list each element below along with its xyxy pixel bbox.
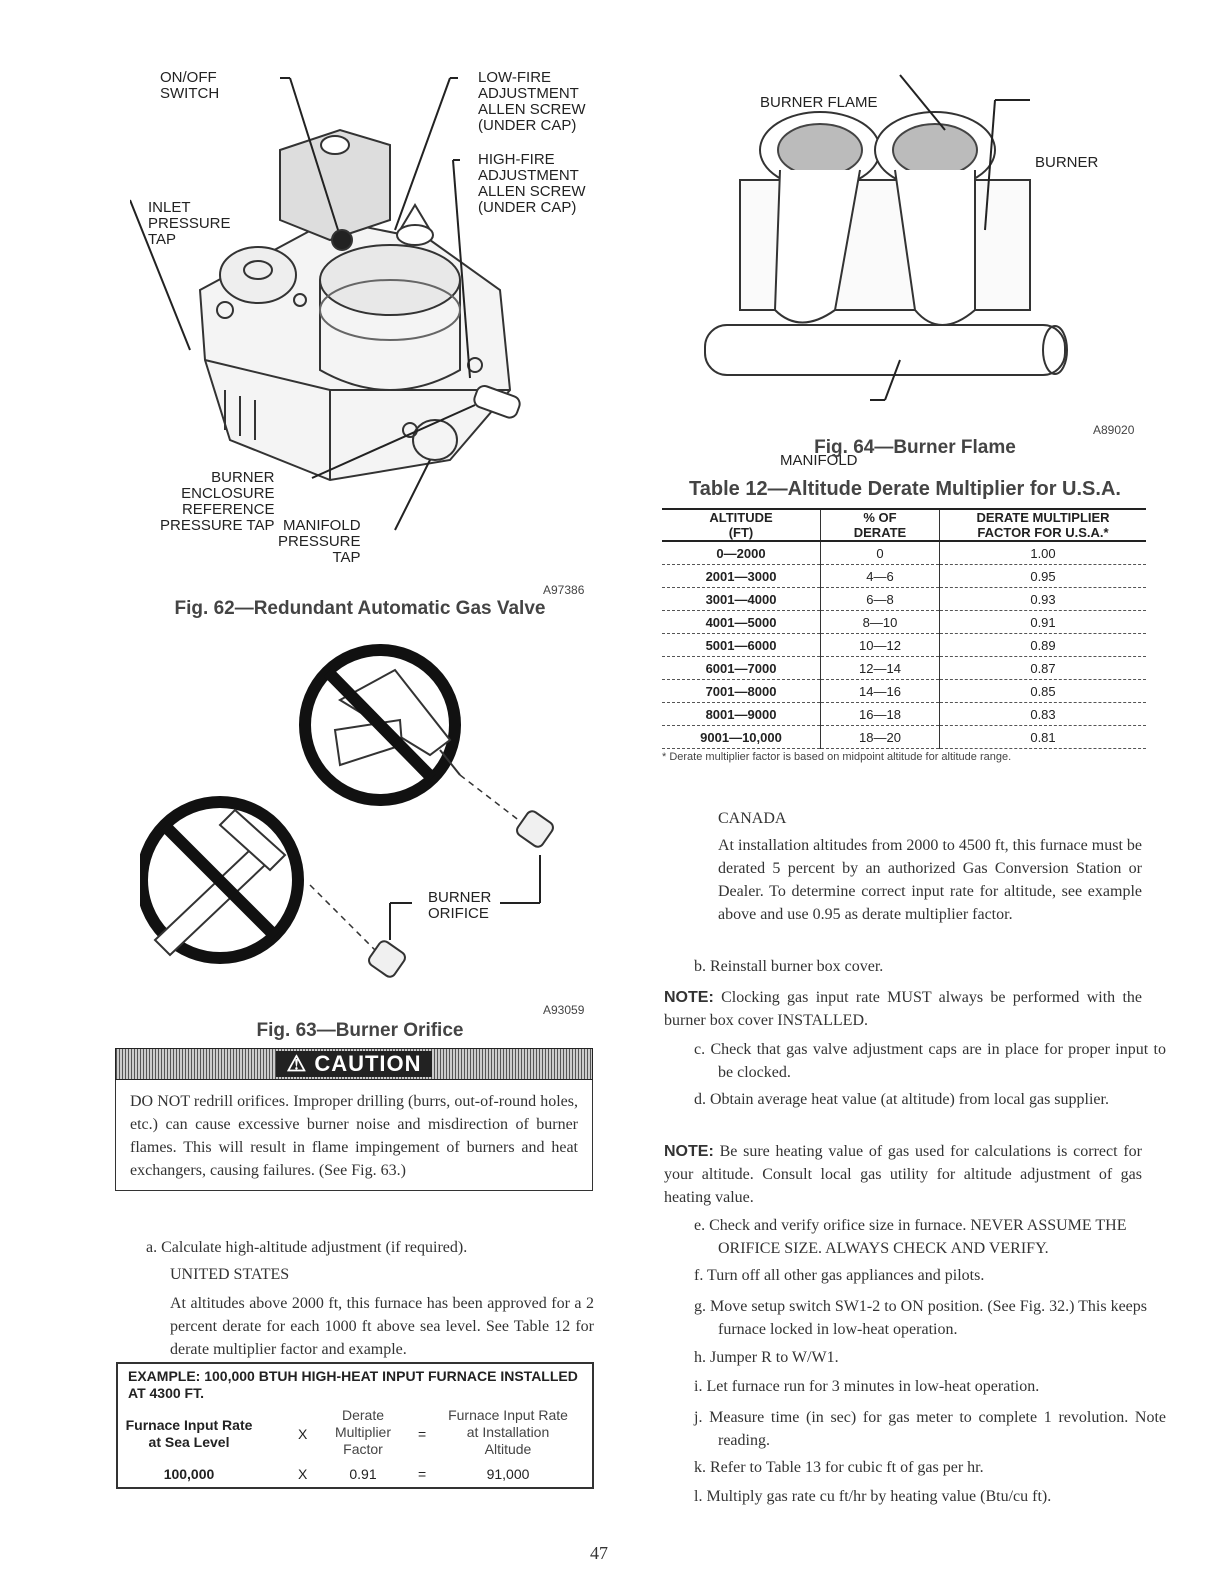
- step-k: k. Refer to Table 13 for cubic ft of gas per hr.: [694, 1459, 984, 1476]
- example-val3: 91,000: [486, 1466, 530, 1482]
- example-times-header: X: [298, 1426, 308, 1442]
- derate-cell: 0: [821, 541, 940, 565]
- manifold-label: MANIFOLD: [780, 452, 858, 469]
- example-val2: 0.91: [349, 1466, 377, 1482]
- step-f: f. Turn off all other gas appliances and pilots.: [694, 1267, 985, 1284]
- note-2: [664, 1140, 1142, 1209]
- derate-cell: 8—10: [821, 611, 940, 634]
- derate-cell: 4—6: [821, 565, 940, 588]
- altitude-cell: 5001—6000: [662, 634, 821, 657]
- derate-cell: 14—16: [821, 680, 940, 703]
- no-hammer-icon: [142, 802, 298, 958]
- table-row: [662, 565, 1146, 588]
- step-l: l. Multiply gas rate cu ft/hr by heating value (Btu/cu ft).: [694, 1488, 1052, 1505]
- table-row: [662, 611, 1146, 634]
- derate-cell: 12—14: [821, 657, 940, 680]
- altitude-cell: 9001—10,000: [662, 726, 821, 749]
- step-j: j. Measure time (in sec) for gas meter to complete 1 revolution. Note reading.: [694, 1409, 1166, 1449]
- multiplier-cell: 0.95: [940, 565, 1147, 588]
- fig62-figure: [130, 60, 600, 580]
- high-fire-label: HIGH-FIRE ADJUSTMENT ALLEN SCREW (UNDER CAP): [478, 151, 586, 216]
- step-e: e. Check and verify orifice size in furnace. NEVER ASSUME THE ORIFICE SIZE. ALWAYS CHECK AND VERIFY.: [694, 1217, 1127, 1257]
- fig63-caption: Fig. 63—Burner Orifice: [256, 1020, 464, 1041]
- example-val1: 100,000: [163, 1466, 215, 1482]
- table-row: [662, 703, 1146, 726]
- caution-body: [115, 1080, 593, 1191]
- table12-title: Table 12—Altitude Derate Multiplier for U.S.A.: [689, 478, 1121, 500]
- caution-header: [115, 1048, 593, 1080]
- table-header-row: [662, 510, 1146, 541]
- caution-text: DO NOT redrill orifices. Improper drilling (burrs, out-of-round holes, etc.) can cause excessive burner noise and misdirection of burner flames. This will result in flame impingement of burners and heat exchangers, causing failures. (See Fig. 63.): [130, 1093, 578, 1179]
- note-1: [664, 986, 1142, 1032]
- burner-flame-illustration: [700, 60, 1150, 420]
- caution-title: ⚠ CAUTION: [276, 1051, 431, 1077]
- table-row: [662, 726, 1146, 749]
- example-box: [116, 1362, 594, 1489]
- derate-cell: 10—12: [821, 634, 940, 657]
- fig64-caption: Fig. 64—Burner Flame: [814, 437, 1016, 458]
- step-d: d. Obtain average heat value (at altitude) from local gas supplier.: [694, 1091, 1109, 1108]
- table12: [662, 508, 1146, 763]
- step-c: c. Check that gas valve adjustment caps are in place for proper input to be clocked.: [694, 1041, 1166, 1081]
- multiplier-cell: 0.89: [940, 634, 1147, 657]
- burner-enclosure-label: BURNER ENCLOSURE REFERENCE PRESSURE TAP: [160, 469, 275, 534]
- page-number: 47: [590, 1543, 608, 1563]
- example-col3-header: Furnace Input Rate at Installation Altitude: [448, 1407, 568, 1457]
- manifold-pressure-label: MANIFOLD PRESSURE TAP: [278, 517, 361, 566]
- altitude-cell: 8001—9000: [662, 703, 821, 726]
- us-paragraph: At altitudes above 2000 ft, this furnace has been approved for a 2 percent derate for each 1000 ft above sea level. See Table 12 for derate multiplier factor and example.: [170, 1295, 594, 1358]
- header-percent: % OF DERATE: [821, 510, 940, 541]
- example-times: X: [298, 1466, 308, 1482]
- no-drill-icon: [305, 650, 460, 800]
- step-a: a. Calculate high-altitude adjustment (if required).: [146, 1239, 468, 1256]
- altitude-cell: 7001—8000: [662, 680, 821, 703]
- fig63-figure: [140, 640, 600, 1000]
- step-h: h. Jumper R to W/W1.: [694, 1349, 839, 1366]
- burner-flame-label: BURNER FLAME: [760, 94, 878, 111]
- fig64-code: A89020: [1093, 423, 1135, 437]
- onoff-switch-label: ON/OFF SWITCH: [160, 69, 220, 102]
- us-heading: UNITED STATES: [170, 1266, 290, 1283]
- example-equals-header: =: [418, 1426, 427, 1442]
- example-col2-header: Derate Multiplier Factor: [334, 1407, 391, 1457]
- altitude-table: [662, 510, 1146, 749]
- canada-paragraph: At installation altitudes from 2000 to 4500 ft, this furnace must be derated 5 percent by an authorized Gas Conversion Station or Dealer. To determine correct input rate for altitude, see example above and use 0.95 as derate multiplier factor.: [718, 837, 1142, 923]
- header-altitude: ALTITUDE (FT): [662, 510, 821, 541]
- note-1-label: NOTE:: [664, 989, 714, 1006]
- multiplier-cell: 0.91: [940, 611, 1147, 634]
- multiplier-cell: 0.81: [940, 726, 1147, 749]
- altitude-cell: 3001—4000: [662, 588, 821, 611]
- table-row: [662, 541, 1146, 565]
- table12-footnote: * Derate multiplier factor is based on midpoint altitude for altitude range.: [662, 751, 1012, 763]
- multiplier-cell: 0.83: [940, 703, 1147, 726]
- note-2-text: Be sure heating value of gas used for calculations is correct for your altitude. Consult local gas utility for altitude adjustment of gas heating value.: [664, 1143, 1143, 1206]
- derate-cell: 18—20: [821, 726, 940, 749]
- example-equals: =: [418, 1466, 427, 1482]
- table-row: [662, 680, 1146, 703]
- fig63-code: A93059: [543, 1003, 585, 1017]
- multiplier-cell: 0.85: [940, 680, 1147, 703]
- low-fire-label: LOW-FIRE ADJUSTMENT ALLEN SCREW (UNDER CAP): [478, 69, 586, 134]
- burner-label: BURNER: [1035, 154, 1099, 171]
- table-row: [662, 634, 1146, 657]
- multiplier-cell: 0.87: [940, 657, 1147, 680]
- canada-heading: CANADA: [718, 810, 787, 827]
- note-2-label: NOTE:: [664, 1143, 714, 1160]
- altitude-cell: 2001—3000: [662, 565, 821, 588]
- altitude-cell: 4001—5000: [662, 611, 821, 634]
- step-i: i. Let furnace run for 3 minutes in low-heat operation.: [694, 1378, 1040, 1395]
- fig62-caption: Fig. 62—Redundant Automatic Gas Valve: [174, 598, 546, 619]
- header-multiplier: DERATE MULTIPLIER FACTOR FOR U.S.A.*: [940, 510, 1147, 541]
- burner-orifice-label: BURNER ORIFICE: [428, 889, 492, 922]
- example-col1-header: Furnace Input Rate at Sea Level: [125, 1417, 253, 1450]
- multiplier-cell: 1.00: [940, 541, 1147, 565]
- derate-cell: 6—8: [821, 588, 940, 611]
- table-row: [662, 588, 1146, 611]
- inlet-pressure-label: INLET PRESSURE TAP: [148, 199, 231, 248]
- caution-box: [115, 1048, 593, 1191]
- burner-orifice-illustration: [140, 640, 600, 1000]
- table-row: [662, 657, 1146, 680]
- fig62-code: A97386: [543, 583, 585, 597]
- step-b: b. Reinstall burner box cover.: [694, 958, 884, 975]
- note-1-text: Clocking gas input rate MUST always be performed with the burner box cover INSTALLED.: [664, 989, 1143, 1029]
- step-g: g. Move setup switch SW1-2 to ON position. (See Fig. 32.) This keeps furnace locked in low-heat operation.: [694, 1298, 1148, 1338]
- altitude-cell: 6001—7000: [662, 657, 821, 680]
- multiplier-cell: 0.93: [940, 588, 1147, 611]
- example-title: EXAMPLE: 100,000 BTUH HIGH-HEAT INPUT FURNACE INSTALLED AT 4300 FT.: [128, 1368, 578, 1401]
- derate-cell: 16—18: [821, 703, 940, 726]
- altitude-cell: 0—2000: [662, 541, 821, 565]
- warning-icon: ⚠: [286, 1051, 315, 1076]
